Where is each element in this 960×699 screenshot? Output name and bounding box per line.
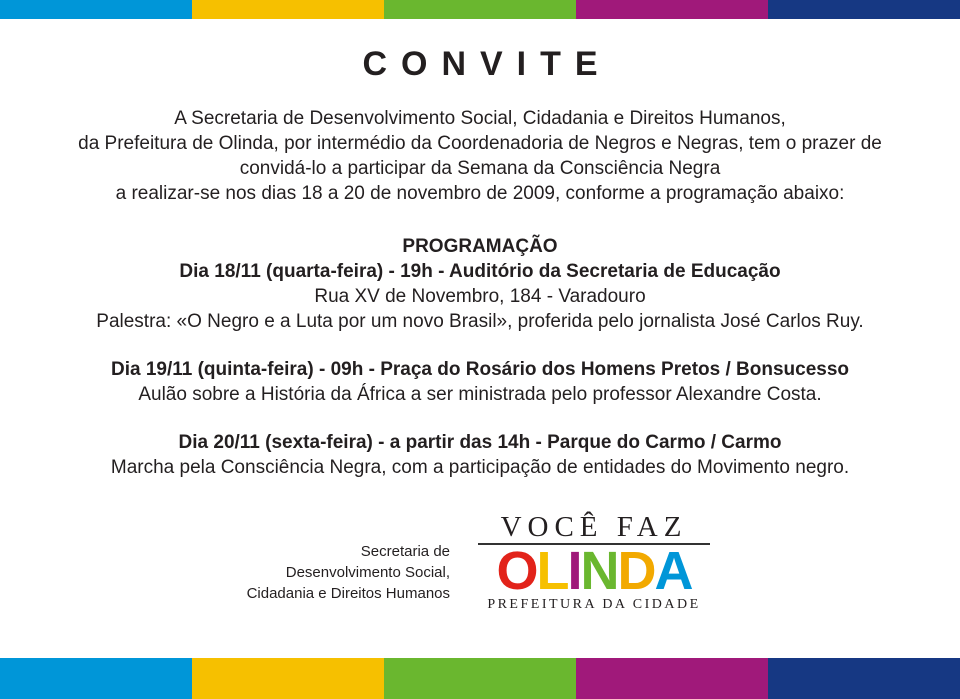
signature-line: Desenvolvimento Social,: [285, 564, 450, 581]
intro-line: a realizar-se nos dias 18 a 20 de novembro de 2009, conforme a programação abaixo:: [115, 183, 845, 204]
program-section: [0, 234, 960, 480]
bar-segment-purple: [576, 0, 768, 19]
bar-segment-blue: [0, 658, 192, 699]
signature-line: Secretaria de: [360, 543, 450, 560]
intro-line: da Prefeitura de Olinda, por intermédio da Coordenadoria de Negros e Negras, tem o prazer de: [78, 133, 882, 154]
day-detail: Rua XV de Novembro, 184 - Varadouro: [314, 286, 646, 307]
bar-segment-blue: [0, 0, 192, 19]
bar-segment-yellow: [192, 0, 384, 19]
signature-line: Cidadania e Direitos Humanos: [246, 585, 450, 602]
bar-segment-green: [384, 0, 576, 19]
signature-block: [247, 541, 450, 604]
bottom-color-bar: [0, 658, 960, 699]
day-title: Dia 20/11 (sexta-feira) - a partir das 14h - Parque do Carmo / Carmo: [178, 432, 782, 453]
program-heading: PROGRAMAÇÃO: [402, 236, 558, 257]
day-title: Dia 18/11 (quarta-feira) - 19h - Auditório da Secretaria de Educação: [179, 261, 781, 282]
bar-segment-purple: [576, 658, 768, 699]
olinda-logo: [478, 512, 710, 613]
intro-line: A Secretaria de Desenvolvimento Social, Cidadania e Direitos Humanos,: [174, 108, 786, 129]
top-color-bar: [0, 0, 960, 19]
day-detail: Marcha pela Consciência Negra, com a participação de entidades do Movimento negro.: [110, 457, 850, 478]
day-detail: Palestra: «O Negro e a Luta por um novo Brasil», proferida pelo jornalista José Carlos Ruy.: [96, 311, 864, 332]
logo-subtitle: PREFEITURA DA CIDADE: [487, 597, 701, 612]
bar-segment-navy: [768, 0, 960, 19]
intro-line: convidá-lo a participar da Semana da Consciência Negra: [239, 158, 721, 179]
logo-tagline: VOCÊ FAZ: [478, 512, 710, 545]
bar-segment-green: [384, 658, 576, 699]
logo-name: OLINDA: [496, 541, 692, 601]
day-title: Dia 19/11 (quinta-feira) - 09h - Praça do Rosário dos Homens Pretos / Bonsucesso: [110, 359, 850, 380]
invitation-title: CONVITE: [362, 45, 612, 83]
bar-segment-yellow: [192, 658, 384, 699]
bar-segment-navy: [768, 658, 960, 699]
intro-text: [0, 106, 960, 206]
day-detail: Aulão sobre a História da África a ser ministrada pelo professor Alexandre Costa.: [138, 384, 822, 405]
